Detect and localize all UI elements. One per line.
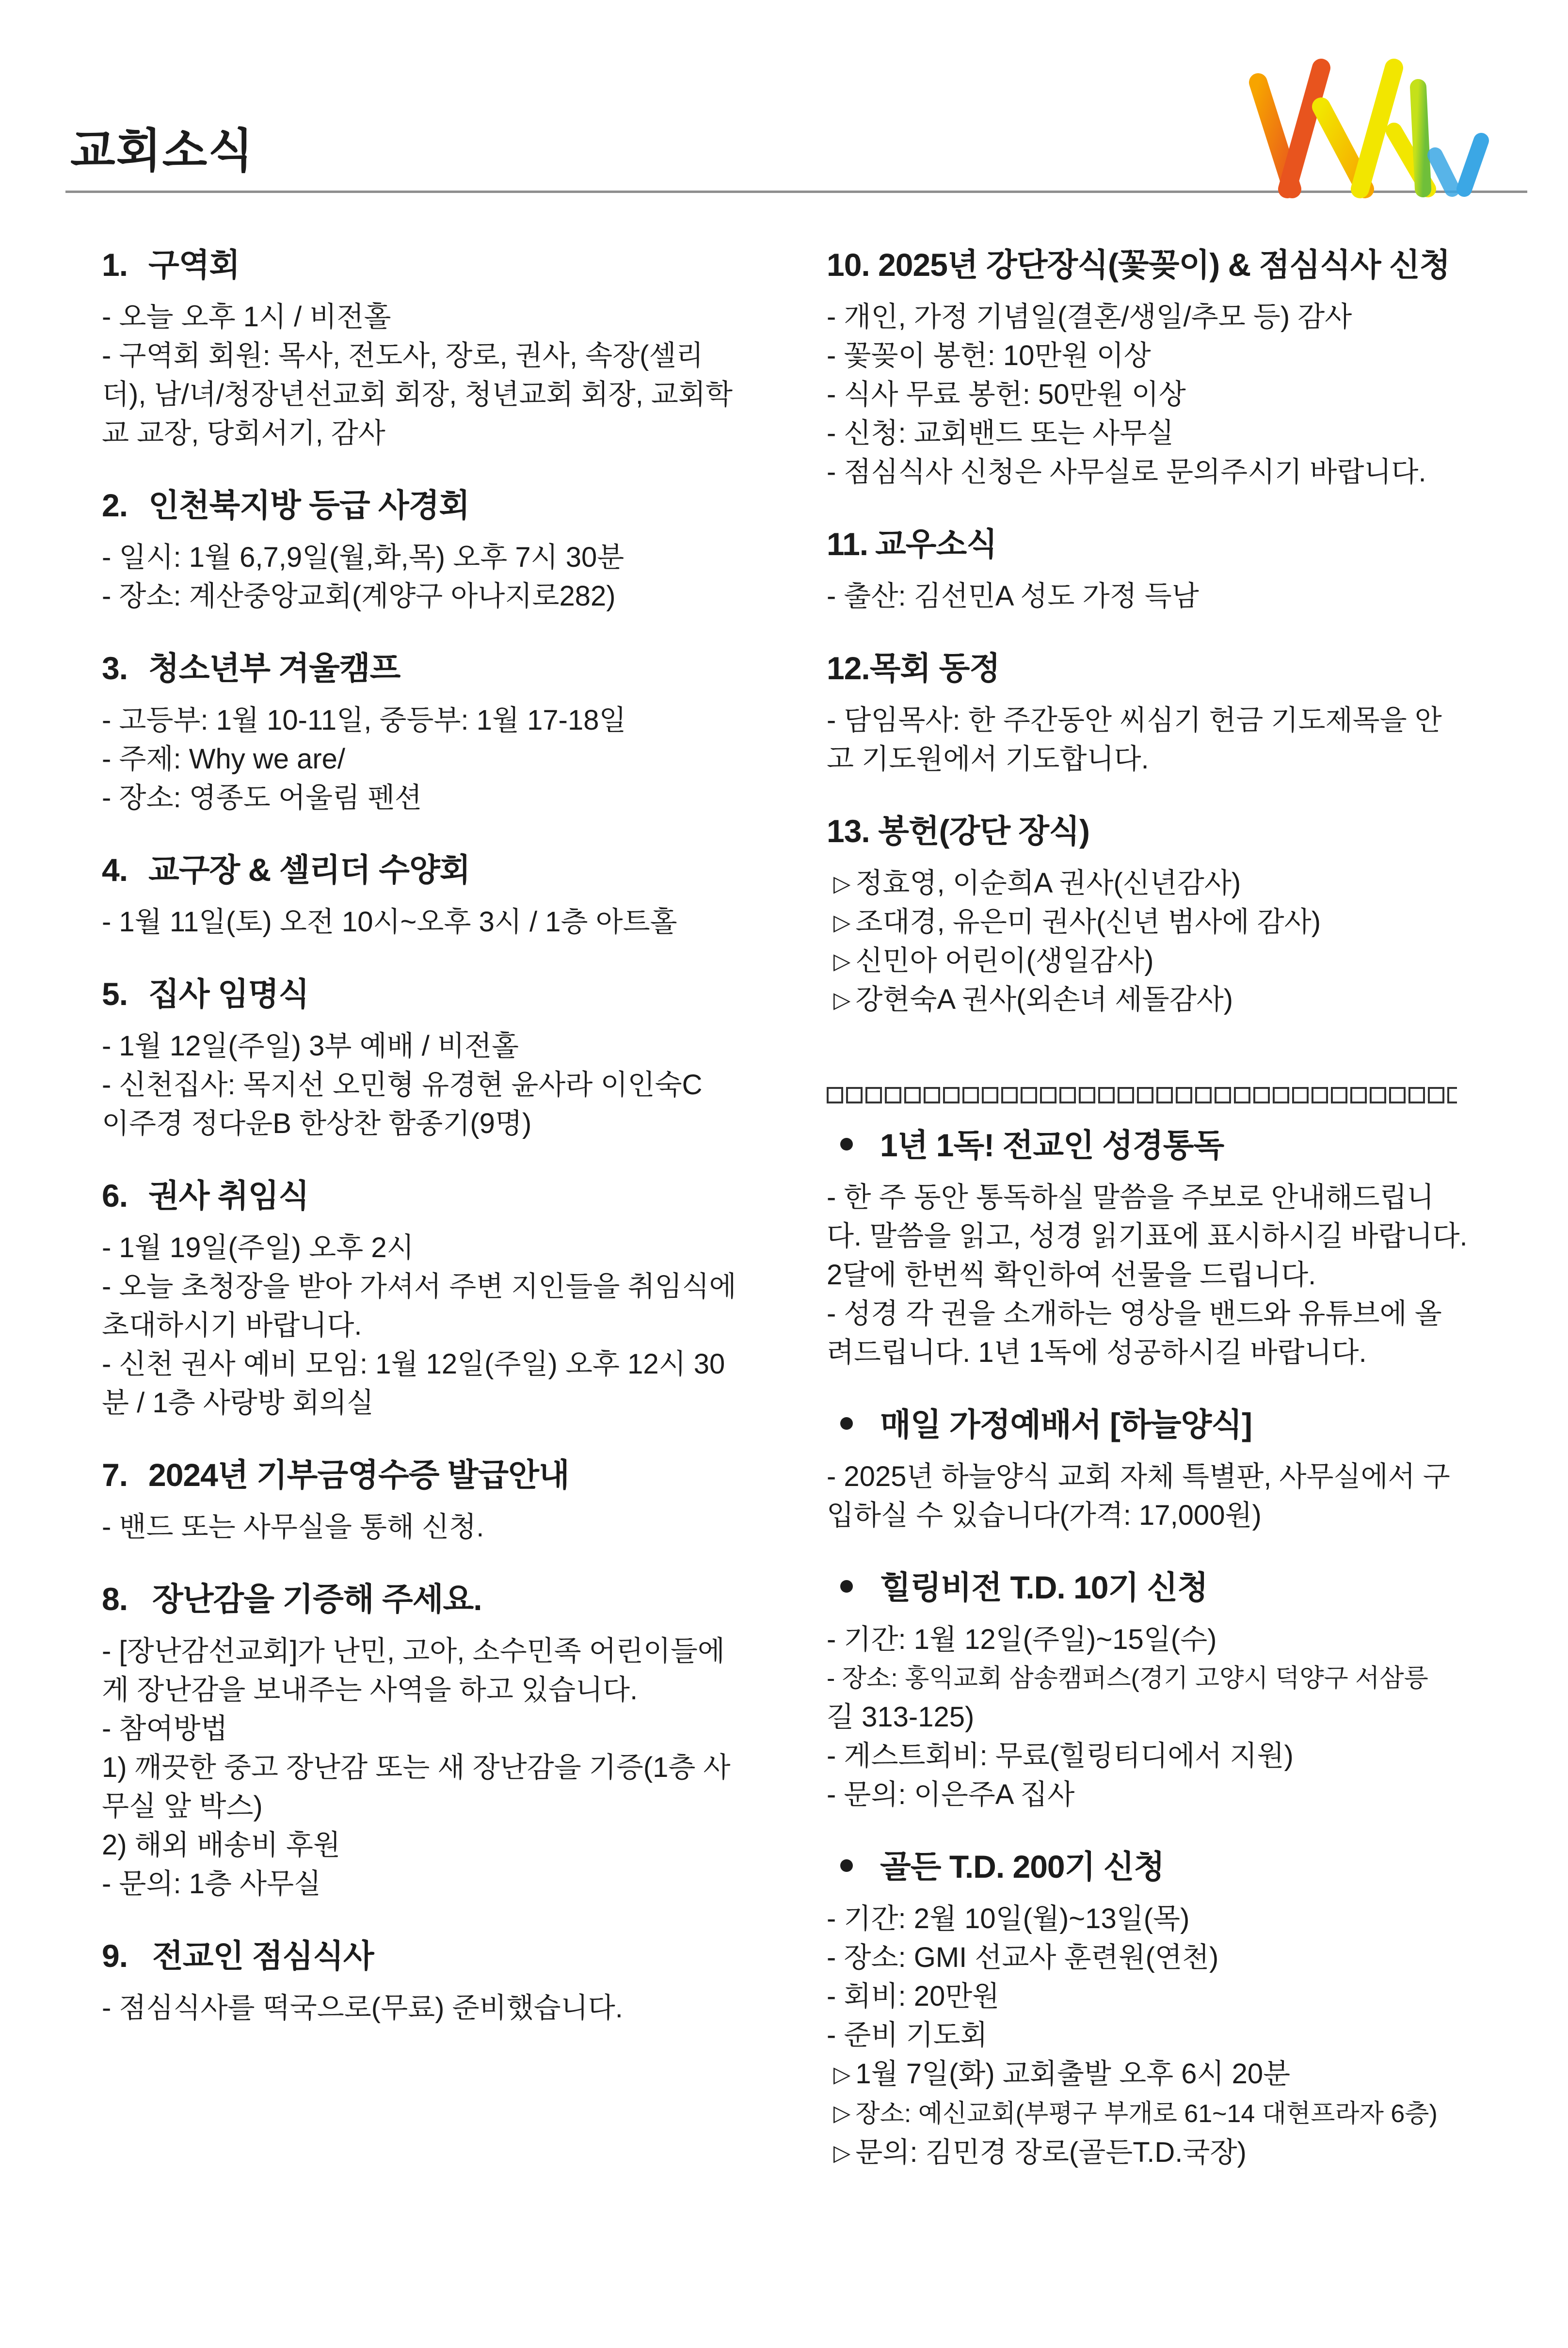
section-line: 길 313-125) — [827, 1701, 975, 1733]
section-line: - 식사 무료 봉헌: 50만원 이상 — [827, 379, 1186, 410]
section-line: - 개인, 가정 기념일(결혼/생일/추모 등) 감사 — [827, 301, 1352, 333]
section-heading: 13. 봉헌(강단 장식) — [827, 813, 1089, 849]
triangle-icon: ▷ — [833, 948, 851, 974]
section-line: - 오늘 초청장을 받아 가셔서 주변 지인들을 취임식에 — [102, 1271, 736, 1302]
triangle-icon: ▷ — [833, 871, 851, 896]
section-line: - 점심식사를 떡국으로(무료) 준비했습니다. — [102, 1992, 623, 2024]
page-title: 교회소식 — [70, 125, 254, 177]
prayer-meeting-item: ▷ 문의: 김민경 장로(골든T.D.국장) — [827, 2133, 1488, 2172]
news-section-7 — [102, 1453, 761, 1547]
section-line: - 신천집사: 목지선 오민형 유경현 윤사라 이인숙C — [102, 1069, 703, 1101]
bullet-dot-icon — [840, 1580, 853, 1593]
section-line: 려드립니다. 1년 1독에 성공하시길 바랍니다. — [827, 1337, 1367, 1368]
section-line: 게 장난감을 보내주는 사역을 하고 있습니다. — [102, 1674, 638, 1706]
section-line: 고 기도원에서 기도합니다. — [827, 743, 1149, 775]
section-line: - 장소: GMI 선교사 훈련원(연천) — [827, 1942, 1219, 1973]
bullet-section-golden-td — [827, 1844, 1488, 2172]
news-section-10 — [827, 242, 1488, 492]
bullet-section-devotional — [827, 1402, 1488, 1535]
section-heading: 8. 장난감을 기증해 주세요. — [102, 1581, 482, 1617]
section-line: - 2025년 하늘양식 교회 자체 특별판, 사무실에서 구 — [827, 1461, 1450, 1492]
section-line: - 성경 각 권을 소개하는 영상을 밴드와 유튜브에 올 — [827, 1298, 1442, 1329]
section-line: - 한 주 동안 통독하실 말씀을 주보로 안내해드립니 — [827, 1182, 1434, 1213]
section-line: - 문의: 이은주A 집사 — [827, 1779, 1075, 1810]
section-line: 입하실 수 있습니다(가격: 17,000원) — [827, 1500, 1262, 1531]
section-line: - [장난감선교회]가 난민, 고아, 소수민족 어린이들에 — [102, 1635, 725, 1667]
section-line: - 신청: 교회밴드 또는 사무실 — [827, 417, 1174, 449]
bullet-heading: 골든 T.D. 200기 신청 — [827, 1844, 1488, 1889]
section-line: - 일시: 1월 6,7,9일(월,화,목) 오후 7시 30분 — [102, 542, 624, 573]
bullet-heading: 1년 1독! 전교인 성경통독 — [827, 1123, 1488, 1167]
section-line: - 점심식사 신청은 사무실로 문의주시기 바랍니다. — [827, 456, 1426, 488]
news-section-13 — [827, 809, 1488, 1019]
section-line: 이주경 정다운B 한상찬 함종기(9명) — [102, 1108, 532, 1139]
section-line: - 장소: 영종도 어울림 펜션 — [102, 782, 422, 814]
page-header — [0, 0, 1568, 204]
section-heading: 12.목회 동정 — [827, 650, 1000, 686]
bullet-heading: 힐링비전 T.D. 10기 신청 — [827, 1565, 1488, 1610]
dashed-separator — [827, 1087, 1457, 1103]
news-section-3 — [102, 646, 761, 817]
news-section-5 — [102, 972, 761, 1143]
section-line: - 주제: Why we are/ — [102, 743, 346, 775]
section-line: 교 교장, 당회서기, 감사 — [102, 417, 385, 449]
triangle-icon: ▷ — [833, 2061, 851, 2087]
section-line: 무실 앞 박스) — [102, 1790, 263, 1822]
section-line: - 장소: 홍익교회 삼송캠퍼스(경기 고양시 덕양구 서삼릉 — [827, 1664, 1428, 1693]
offering-item: ▷ 정효영, 이순희A 권사(신년감사) — [827, 864, 1488, 903]
section-line: - 게스트회비: 무료(힐링티디에서 지원) — [827, 1740, 1294, 1772]
section-line: - 준비 기도회 — [827, 2019, 988, 2051]
section-line: - 꽃꽂이 봉헌: 10만원 이상 — [827, 340, 1151, 371]
section-line: 더), 남/녀/청장년선교회 회장, 청년교회 회장, 교회학 — [102, 379, 733, 410]
section-line: 1) 깨끗한 중고 장난감 또는 새 장난감을 기증(1층 사 — [102, 1752, 731, 1783]
section-line: - 1월 11일(토) 오전 10시~오후 3시 / 1층 아트홀 — [102, 906, 677, 938]
section-heading: 5. 집사 임명식 — [102, 976, 309, 1012]
section-line: 초대하시기 바랍니다. — [102, 1310, 362, 1341]
news-section-4 — [102, 847, 761, 942]
section-line: - 신천 권사 예비 모임: 1월 12일(주일) 오후 12시 30 — [102, 1348, 725, 1380]
triangle-icon: ▷ — [833, 2140, 851, 2165]
section-line: - 회비: 20만원 — [827, 1981, 1000, 2012]
bullet-section-healing-vision — [827, 1565, 1488, 1814]
news-section-2 — [102, 483, 761, 616]
prayer-meeting-item: ▷ 1월 7일(화) 교회출발 오후 6시 20분 — [827, 2055, 1488, 2093]
section-heading: 10. 2025년 강단장식(꽃꽂이) & 점심식사 신청 — [827, 247, 1450, 283]
news-section-9 — [102, 1933, 761, 2028]
section-line: - 고등부: 1월 10-11일, 중등부: 1월 17-18일 — [102, 704, 626, 736]
triangle-icon: ▷ — [833, 910, 851, 935]
section-heading: 2. 인천북지방 등급 사경회 — [102, 487, 470, 523]
section-line: 2) 해외 배송비 후원 — [102, 1829, 341, 1861]
news-section-1 — [102, 242, 761, 453]
section-line: - 담임목사: 한 주간동안 씨심기 헌금 기도제목을 안 — [827, 704, 1442, 736]
bullet-dot-icon — [840, 1859, 853, 1872]
section-line: - 출산: 김선민A 성도 가정 득남 — [827, 580, 1199, 612]
news-section-11 — [827, 522, 1488, 616]
section-line: - 오늘 오후 1시 / 비전홀 — [102, 301, 391, 333]
news-section-6 — [102, 1173, 761, 1422]
triangle-icon: ▷ — [833, 987, 851, 1012]
section-heading: 7. 2024년 기부금영수증 발급안내 — [102, 1457, 569, 1493]
section-line: - 기간: 1월 12일(주일)~15일(수) — [827, 1624, 1217, 1655]
offering-item: ▷ 강현숙A 권사(외손녀 세돌감사) — [827, 980, 1488, 1019]
section-line: 다. 말씀을 읽고, 성경 읽기표에 표시하시길 바랍니다. — [827, 1220, 1468, 1252]
church-logo-icon — [1248, 58, 1501, 199]
prayer-meeting-item: ▷ 장소: 예신교회(부평구 부개로 61~14 대현프라자 6층) — [827, 2093, 1488, 2133]
section-line: - 기간: 2월 10일(월)~13일(목) — [827, 1903, 1190, 1934]
section-line: - 구역회 회원: 목사, 전도사, 장로, 권사, 속장(셀리 — [102, 340, 704, 371]
bullet-heading: 매일 가정예배서 [하늘양식] — [827, 1402, 1488, 1447]
left-column — [102, 242, 761, 2058]
section-heading: 1. 구역회 — [102, 247, 240, 283]
offering-item: ▷ 신민아 어린이(생일감사) — [827, 942, 1488, 980]
section-line: 분 / 1층 사랑방 회의실 — [102, 1387, 374, 1419]
section-line: - 1월 12일(주일) 3부 예배 / 비전홀 — [102, 1030, 519, 1062]
offering-item: ▷ 조대경, 유은미 권사(신년 범사에 감사) — [827, 903, 1488, 942]
section-line: - 장소: 계산중앙교회(계양구 아나지로282) — [102, 580, 616, 612]
section-line: - 참여방법 — [102, 1713, 228, 1744]
right-column — [827, 242, 1488, 2202]
section-heading: 6. 권사 취임식 — [102, 1178, 309, 1214]
news-section-8 — [102, 1577, 761, 1903]
bullet-section-bible — [827, 1123, 1488, 1372]
section-line: - 밴드 또는 사무실을 통해 신청. — [102, 1511, 484, 1543]
section-line: 2달에 한번씩 확인하여 선물을 드립니다. — [827, 1259, 1316, 1291]
section-heading: 4. 교구장 & 셀리더 수양회 — [102, 852, 470, 888]
bullet-dot-icon — [840, 1417, 853, 1430]
section-heading: 3. 청소년부 겨울캠프 — [102, 650, 400, 686]
news-section-12 — [827, 646, 1488, 779]
section-line: - 1월 19일(주일) 오후 2시 — [102, 1232, 414, 1263]
section-heading: 9. 전교인 점심식사 — [102, 1938, 374, 1974]
bullet-dot-icon — [840, 1138, 853, 1150]
section-heading: 11. 교우소식 — [827, 526, 997, 562]
section-line: - 문의: 1층 사무실 — [102, 1868, 321, 1900]
triangle-icon: ▷ — [833, 2100, 851, 2125]
